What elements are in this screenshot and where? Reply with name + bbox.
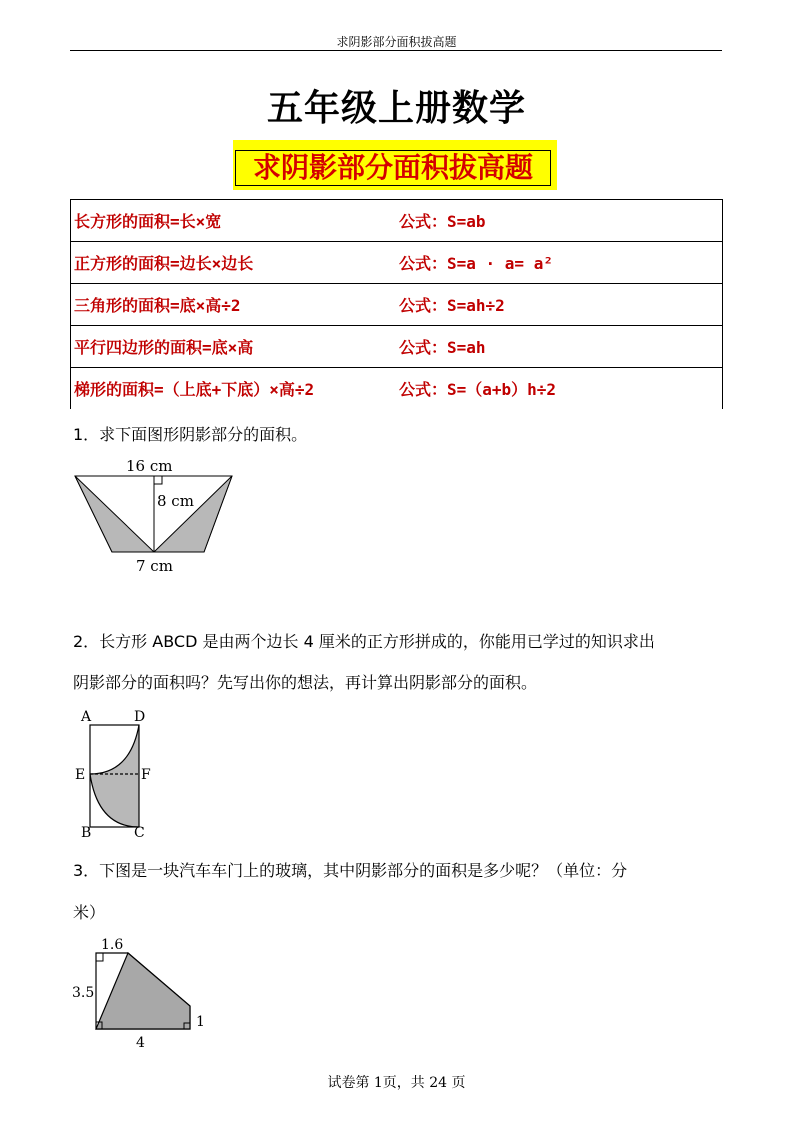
q3-top-label: 1.6 [101,937,124,953]
formula-row [71,200,723,242]
formula-name: 三角形的面积=底×高÷2 [71,284,397,326]
formula-name: 平行四边形的面积=底×高 [71,326,397,368]
q2-label-c: C [134,825,145,841]
running-header: 求阴影部分面积拔高题 [336,35,457,49]
formula-expression: 公式：S=ah÷2 [396,284,723,326]
q3-right-label: 1 [196,1014,205,1030]
page-footer: 试卷第 1页，共 24 页 [327,1075,466,1091]
question-2-text-line2: 阴影部分的面积吗？先写出你的想法，再计算出阴影部分的面积。 [73,673,538,692]
header-rule [70,50,722,51]
formula-name: 长方形的面积=长×宽 [71,200,397,242]
q2-label-e: E [75,767,86,783]
subtitle-highlight [233,140,557,190]
question-3-text-line2: 米） [73,903,106,922]
formula-expression: 公式：S=ab [396,200,723,242]
q3-left-label: 3.5 [72,985,95,1001]
q1-height-label: 8 cm [157,492,194,510]
subtitle: 求阴影部分面积拔高题 [235,150,551,186]
formula-expression: 公式：S=a · a= a² [396,242,723,284]
formula-expression: 公式：S=ah [396,326,723,368]
q3-bottom-label: 4 [136,1035,145,1051]
formula-row [71,326,723,368]
question-2-text-line1: 2．长方形 ABCD 是由两个边长 4 厘米的正方形拼成的，你能用已学过的知识求出 [73,632,655,651]
question-3-figure [70,933,220,1053]
formula-table [70,199,723,409]
question-2-figure [70,706,160,841]
formula-row [71,368,723,410]
formula-name: 梯形的面积=（上底+下底）×高÷2 [71,368,397,410]
formula-name: 正方形的面积=边长×边长 [71,242,397,284]
question-3-text-line1: 3．下图是一块汽车车门上的玻璃，其中阴影部分的面积是多少呢？（单位：分 [73,861,628,880]
q1-bottom-label: 7 cm [136,557,173,575]
q2-label-a: A [81,709,92,725]
question-1-text: 1．求下面图形阴影部分的面积。 [73,425,308,444]
formula-row [71,284,723,326]
q2-label-d: D [134,709,146,725]
q1-top-label: 16 cm [126,457,173,475]
formula-expression: 公式：S=（a+b）h÷2 [396,368,723,410]
formula-row [71,242,723,284]
q2-shaded-region [90,725,139,827]
q2-label-b: B [81,825,92,841]
q2-label-f: F [141,767,151,783]
question-1-figure [70,452,240,580]
page-title: 五年级上册数学 [266,88,526,129]
